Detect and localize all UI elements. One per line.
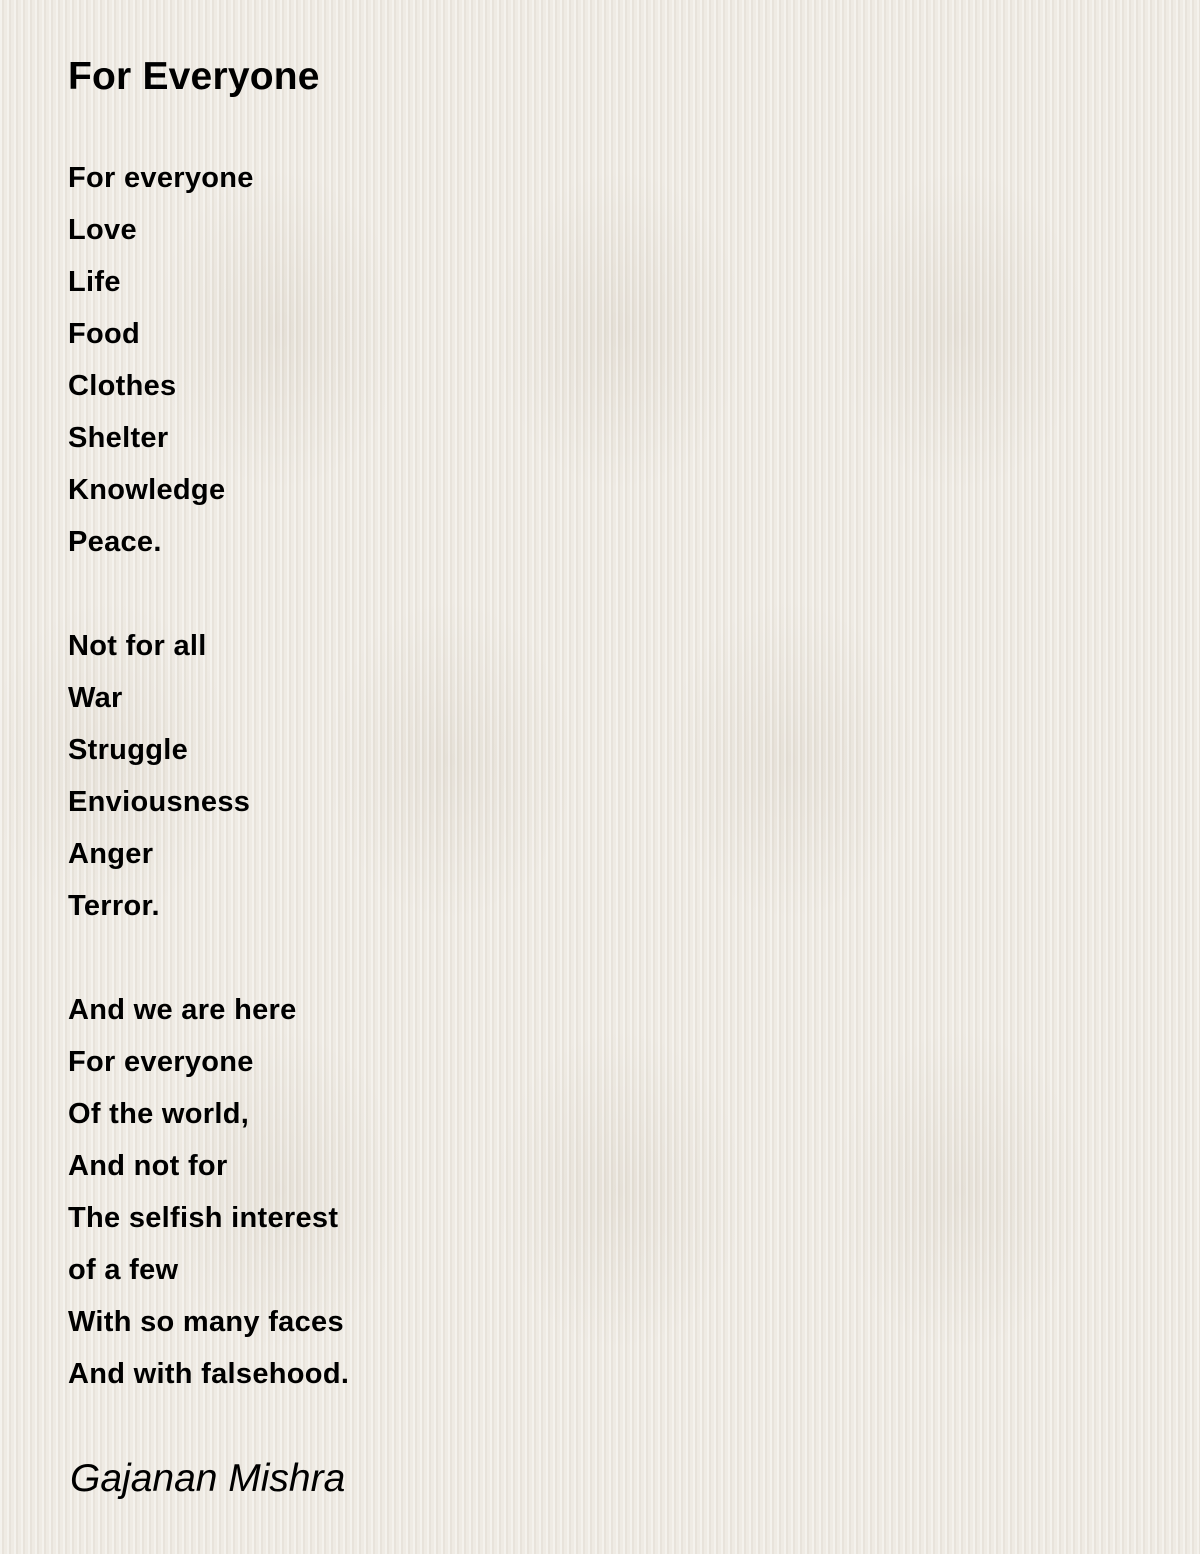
stanza-gap (68, 932, 1128, 984)
poem-line: Food (68, 318, 141, 350)
poem-line: of a few (68, 1254, 179, 1286)
poem-line: Life (68, 266, 121, 298)
poem-body (68, 152, 1128, 1400)
poem-page (68, 54, 1128, 1500)
poem-line: Struggle (68, 734, 189, 766)
poem-line: Terror. (68, 890, 160, 922)
poem-line: Clothes (68, 370, 177, 402)
poem-line: Knowledge (68, 474, 226, 506)
stanza-3 (68, 984, 1128, 1400)
poem-line: For everyone (68, 162, 254, 194)
stanza-gap (68, 568, 1128, 620)
poem-title: For Everyone (68, 55, 320, 98)
poem-line: War (68, 682, 123, 714)
poem-line: Peace. (68, 526, 162, 558)
stanza-1 (68, 152, 1128, 568)
poem-author: Gajanan Mishra (70, 1457, 346, 1500)
poem-line: And not for (68, 1150, 228, 1182)
poem-line: For everyone (68, 1046, 254, 1078)
poem-line: The selfish interest (68, 1202, 339, 1234)
poem-line: Love (68, 214, 137, 246)
poem-line: And we are here (68, 994, 297, 1026)
poem-line: And with falsehood. (68, 1358, 350, 1390)
poem-line: With so many faces (68, 1306, 344, 1338)
poem-line: Enviousness (68, 786, 251, 818)
poem-line: Anger (68, 838, 154, 870)
poem-line: Not for all (68, 630, 207, 662)
poem-line: Of the world, (68, 1098, 250, 1130)
stanza-2 (68, 620, 1128, 932)
poem-line: Shelter (68, 422, 169, 454)
